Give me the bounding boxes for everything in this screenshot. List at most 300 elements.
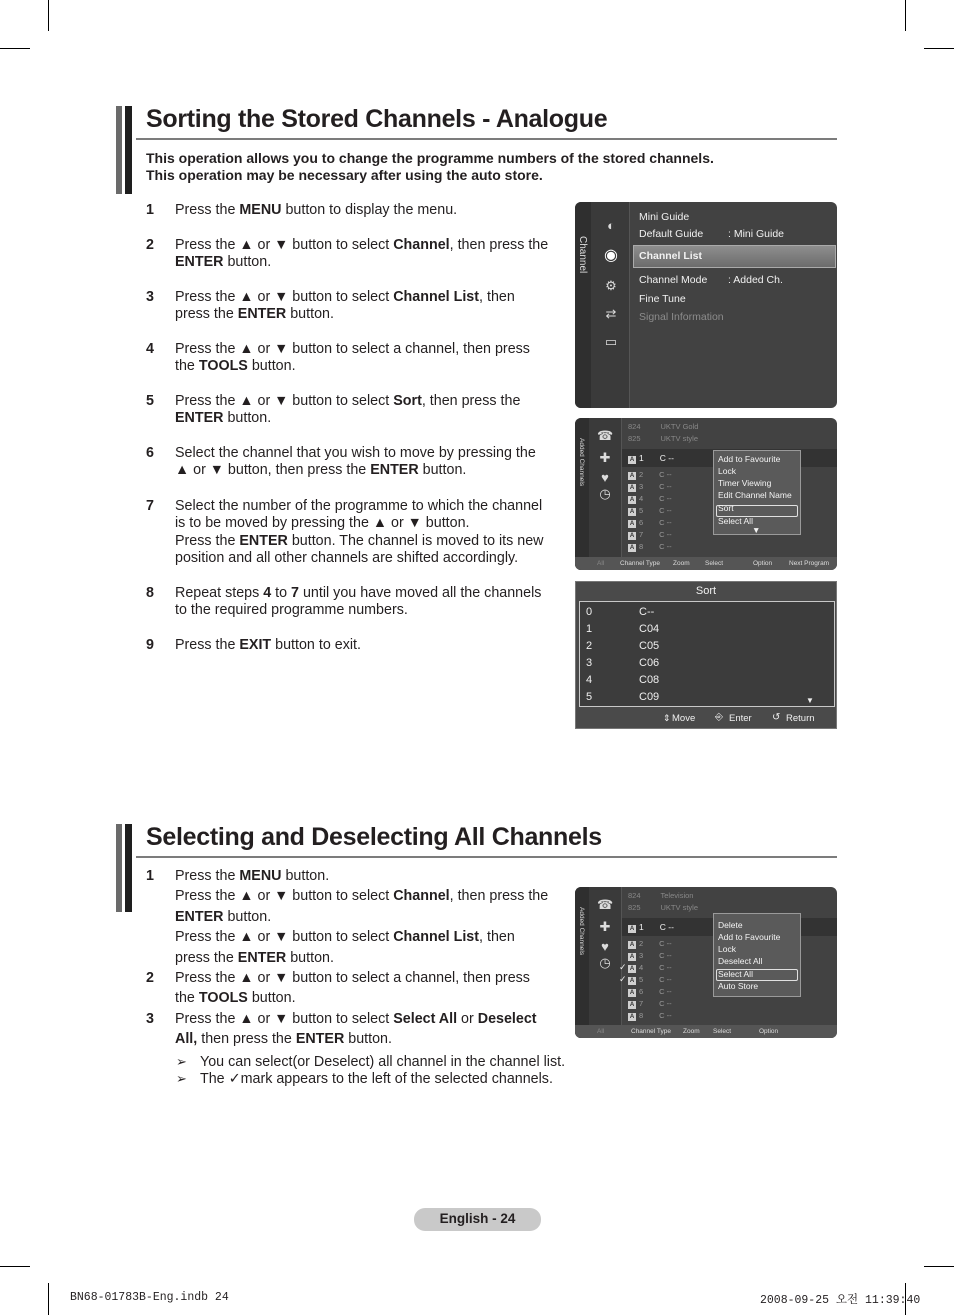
channel-number: 8 <box>639 1011 644 1020</box>
analogue-badge: A <box>629 473 635 479</box>
channel-number: 3 <box>639 482 644 491</box>
step-text: Press the ▲ or ▼ button to select <box>175 289 394 305</box>
analogue-badge: A <box>629 978 635 984</box>
step-line <box>175 1029 537 1049</box>
channel-name: C -- <box>659 518 672 527</box>
channel-name: C -- <box>659 999 672 1008</box>
step-text: button. <box>223 254 272 271</box>
channel-number: 7 <box>639 999 644 1008</box>
crop-mark <box>905 0 906 31</box>
step-text: Press the ▲ or ▼ button to select a channel, then press <box>175 970 530 986</box>
bottom-next-program: Next Program <box>789 560 830 567</box>
popup-item-edit-channel-name[interactable]: Edit Channel Name <box>718 490 792 500</box>
step-line <box>175 202 570 219</box>
tools-popup <box>713 450 801 535</box>
step-line <box>175 988 530 1008</box>
step-text: button. <box>281 868 330 884</box>
step-keyword: Sort <box>393 393 422 409</box>
step-line <box>175 515 570 532</box>
tv-sort-screen <box>575 581 837 729</box>
step-body <box>175 289 570 324</box>
sort-row[interactable] <box>586 657 660 669</box>
top-channel-name: UKTV Gold <box>660 422 699 431</box>
menu-item-signal-information: Signal Information <box>639 311 724 323</box>
step-text: Select the number of the programme to which the channel <box>175 498 543 514</box>
sort-program-number: 5 <box>586 691 593 703</box>
step-text: then press the <box>197 1031 296 1048</box>
step-keyword: Channel <box>393 888 450 905</box>
step-line <box>175 948 548 968</box>
step-line <box>175 550 570 567</box>
popup-item-deselect-all[interactable]: Deselect All <box>718 956 763 966</box>
title-rule <box>136 138 837 140</box>
step-text: Press the <box>175 637 240 653</box>
sort-channel-name: C-- <box>639 606 655 618</box>
picture-icon: ◐ <box>607 218 615 233</box>
step-text: button. <box>247 990 296 1007</box>
analogue-badge: A <box>629 990 635 996</box>
step-keyword: Deselect <box>477 1011 537 1027</box>
sort-bottom-bar <box>576 712 836 728</box>
step-keyword: TOOLS <box>198 990 248 1007</box>
crop-mark <box>48 1283 49 1315</box>
step-keyword: All, <box>175 1031 198 1048</box>
channel-name: C -- <box>659 506 672 515</box>
step-keyword: ENTER <box>175 254 224 271</box>
setup-icon: ⚙ <box>605 278 617 293</box>
analogue-badge: A <box>629 926 635 932</box>
channel-row[interactable] <box>628 542 672 552</box>
step-text: , then press the <box>449 237 549 253</box>
step-number: 3 <box>146 289 154 305</box>
channels-bottom-bar <box>575 557 837 570</box>
bottom-zoom: Zoom <box>673 560 690 567</box>
programmed-icon: ◷ <box>599 486 611 501</box>
sort-title: Sort <box>695 585 717 597</box>
menu-item-default-guide[interactable]: Default Guide <box>639 228 704 240</box>
step-keyword: TOOLS <box>198 358 248 375</box>
step-text: press the <box>175 306 238 323</box>
added-channels-icon: ✚ <box>599 450 611 465</box>
channel-number: 4 <box>639 494 644 503</box>
channel-row[interactable] <box>628 453 674 464</box>
bottom-zoom: Zoom <box>683 1028 700 1035</box>
menu-item-channel-mode[interactable]: Channel Mode <box>639 274 708 286</box>
step-line <box>175 306 570 323</box>
check-mark-icon: ✓ <box>619 962 627 972</box>
footer-file-name: BN68-01783B-Eng.indb 24 <box>70 1291 229 1304</box>
step-line <box>175 410 570 427</box>
popup-item-auto-store[interactable]: Auto Store <box>718 981 759 991</box>
step-text: , then press the <box>449 888 549 905</box>
step-keyword: ENTER <box>237 306 287 323</box>
channel-number: 2 <box>639 470 644 479</box>
channel-number: 6 <box>639 518 644 527</box>
step-text: Press the ▲ or ▼ button to select <box>175 888 394 905</box>
top-channel-number: 824 <box>628 891 641 900</box>
channel-row[interactable] <box>619 974 672 985</box>
analogue-badge: A <box>629 1002 635 1008</box>
bottom-channel-type: Channel Type <box>631 1028 671 1035</box>
channel-number: 1 <box>639 922 644 932</box>
step-keyword: 7 <box>291 585 299 601</box>
popup-item-add-to-favourite[interactable]: Add to Favourite <box>718 932 781 942</box>
channel-row[interactable] <box>628 987 672 997</box>
bottom-all: All <box>597 560 605 567</box>
channel-number: 2 <box>639 939 644 948</box>
channel-name: C -- <box>659 542 672 551</box>
note-arrow-icon: ➢ <box>176 1071 187 1086</box>
crop-mark <box>924 1266 954 1267</box>
step-text: the <box>175 990 199 1007</box>
step-text: Press the ▲ or ▼ button to select <box>175 929 394 946</box>
channel-name: C -- <box>659 482 672 491</box>
step-text: or <box>457 1011 478 1027</box>
sort-row[interactable] <box>586 623 660 635</box>
top-channel-name: Television <box>660 891 694 900</box>
channel-name: C -- <box>659 453 674 463</box>
step-line <box>175 341 570 358</box>
step-text: Select the channel that you wish to move by pressing the <box>175 445 536 461</box>
channels-side-label: Added Channels <box>578 438 585 487</box>
analogue-badge: A <box>629 457 635 463</box>
step-text: button. <box>223 410 272 427</box>
step-number: 7 <box>146 498 154 514</box>
popup-item-select-all[interactable]: Select All <box>718 969 753 979</box>
tools-popup <box>713 913 801 997</box>
channel-row[interactable] <box>628 922 674 933</box>
step-keyword: 4 <box>263 585 272 601</box>
step-number: 8 <box>146 585 154 601</box>
added-channels-icon: ✚ <box>599 919 611 934</box>
step-line <box>175 498 570 515</box>
analogue-badge: A <box>629 954 635 960</box>
menu-side-label: Channel <box>577 236 588 274</box>
top-channel-row <box>628 903 698 912</box>
channel-name: C -- <box>659 987 672 996</box>
step-text: position and all other channels are shifted accordingly. <box>175 549 519 566</box>
step-text: until you have moved all the channels <box>299 585 542 601</box>
channels-side-label: Added Channels <box>578 907 585 956</box>
favourite-icon: ♥ <box>601 470 609 485</box>
channel-name: C -- <box>659 951 672 960</box>
analogue-badge: A <box>629 497 635 503</box>
sort-program-number: 2 <box>586 640 593 652</box>
step-keyword: Channel List <box>393 929 480 946</box>
channel-row[interactable] <box>628 518 672 528</box>
check-mark-icon: ✓ <box>619 974 627 984</box>
step-text: button. <box>286 306 334 323</box>
step-text: Press the ▲ or ▼ button to select <box>175 1011 394 1027</box>
step-text: Press the ▲ or ▼ button to select <box>175 393 394 409</box>
step-number: 5 <box>146 393 154 409</box>
step-number: 4 <box>146 341 154 357</box>
top-channel-name: UKTV style <box>660 434 699 443</box>
step-keyword: ENTER <box>175 410 224 427</box>
section-bar <box>116 106 134 194</box>
channel-number: 6 <box>639 987 644 996</box>
step-line <box>175 254 570 271</box>
channel-name: C -- <box>659 922 674 932</box>
popup-item-lock[interactable]: Lock <box>718 944 736 954</box>
analogue-badge: A <box>629 521 635 527</box>
step-body <box>175 237 570 272</box>
step-keyword: ENTER <box>295 1031 345 1048</box>
step-text: button. The channel is moved to its new <box>287 532 544 549</box>
step-keyword: Channel <box>393 237 450 253</box>
step-text: button to display the menu. <box>281 202 458 218</box>
step-text: Press the ▲ or ▼ button to select <box>175 237 394 253</box>
channel-name: C -- <box>659 939 672 948</box>
popup-item-lock[interactable]: Lock <box>718 466 736 476</box>
note-arrow-icon: ➢ <box>176 1054 187 1069</box>
tv-select-all-screen <box>575 887 837 1038</box>
channel-row[interactable] <box>628 939 672 949</box>
analogue-badge: A <box>629 509 635 515</box>
bottom-select: Select <box>713 1028 732 1035</box>
intro-line: This operation allows you to change the programme numbers of the stored channels. <box>146 150 714 166</box>
channel-name: C -- <box>659 470 672 479</box>
channel-number: 7 <box>639 530 644 539</box>
sort-program-number: 0 <box>586 606 593 618</box>
all-channels-icon: ☎ <box>597 428 614 443</box>
step-line <box>175 602 570 619</box>
popup-scroll-down-icon: ▼ <box>752 525 761 535</box>
step-text: , then <box>479 289 515 305</box>
sort-list <box>579 601 835 707</box>
channel-name: C -- <box>659 963 672 972</box>
bottom-select: Select <box>705 560 724 567</box>
step-body <box>175 341 570 376</box>
step-number: 2 <box>146 970 154 986</box>
tv-channel-menu <box>575 202 837 408</box>
step-line <box>175 462 570 479</box>
top-channel-row <box>628 422 698 431</box>
top-channel-row <box>628 891 693 900</box>
title-rule <box>136 856 837 858</box>
channel-row[interactable] <box>628 999 672 1009</box>
step-line <box>175 1009 537 1029</box>
crop-mark <box>924 48 954 49</box>
sort-scroll-down-icon: ▼ <box>806 696 814 705</box>
step-text: button. <box>223 908 272 925</box>
analogue-badge: A <box>629 966 635 972</box>
step-text: button to exit. <box>271 637 361 653</box>
analogue-badge: A <box>629 485 635 491</box>
sort-program-number: 1 <box>586 623 593 635</box>
step-keyword: MENU <box>239 868 282 884</box>
sort-program-number: 4 <box>586 674 593 686</box>
step-text: to the required programme numbers. <box>175 602 408 619</box>
crop-mark <box>0 48 30 49</box>
top-channel-name: UKTV style <box>660 903 699 912</box>
sort-row[interactable] <box>586 691 660 703</box>
bottom-option: Option <box>753 560 773 567</box>
sort-bottom-enter: Enter <box>729 713 752 724</box>
step-number: 2 <box>146 237 154 253</box>
sort-program-number: 3 <box>586 657 593 669</box>
step-line <box>175 585 570 602</box>
popup-item-delete[interactable]: Delete <box>718 920 743 930</box>
step-text: the <box>175 358 199 375</box>
step-body <box>175 968 530 1009</box>
channel-name: C -- <box>659 494 672 503</box>
sort-channel-name: C08 <box>639 674 660 686</box>
menu-value-default-guide: : Mini Guide <box>728 228 785 240</box>
tv-added-channels-screen <box>575 418 837 570</box>
channel-row[interactable] <box>628 470 672 480</box>
step-body <box>175 1009 537 1050</box>
move-icon: ⇕ <box>663 713 671 723</box>
step-keyword: ENTER <box>237 949 287 966</box>
step-text: ▲ or ▼ button, then press the <box>175 462 371 479</box>
channel-row[interactable] <box>628 951 672 961</box>
sort-row[interactable] <box>586 674 660 686</box>
step-text: press the <box>175 949 238 966</box>
step-keyword: Select All <box>393 1011 458 1027</box>
popup-item-select-all[interactable]: Select All <box>718 516 753 526</box>
analogue-badge: A <box>629 1014 635 1020</box>
menu-item-channel-list[interactable]: Channel List <box>639 250 703 262</box>
channel-number: 5 <box>639 975 644 984</box>
menu-item-fine-tune[interactable]: Fine Tune <box>639 293 686 305</box>
channel-number: 1 <box>639 453 644 463</box>
top-channel-number: 825 <box>628 434 641 443</box>
sort-channel-name: C06 <box>639 657 660 669</box>
analogue-badge: A <box>629 533 635 539</box>
enter-icon: ⎆ <box>715 712 723 723</box>
sort-bottom-move: Move <box>672 713 696 724</box>
bottom-option: Option <box>759 1028 779 1035</box>
step-text: Press the ▲ or ▼ button to select a channel, then press <box>175 341 530 357</box>
step-text: Repeat steps <box>175 585 264 601</box>
step-keyword: ENTER <box>239 532 288 549</box>
note-line <box>176 1053 565 1071</box>
step-line <box>175 533 570 550</box>
step-keyword: EXIT <box>239 637 272 653</box>
channel-row[interactable] <box>628 506 672 516</box>
channel-number: 8 <box>639 542 644 551</box>
step-text: button. <box>344 1031 392 1048</box>
step-keyword: ENTER <box>175 908 224 925</box>
step-text: button. <box>286 949 334 966</box>
step-body <box>175 202 570 219</box>
sort-bottom-return: Return <box>786 713 815 724</box>
sort-row[interactable] <box>586 606 655 618</box>
popup-item-timer-viewing[interactable]: Timer Viewing <box>718 478 772 488</box>
sort-channel-name: C04 <box>639 623 660 635</box>
step-text: Press the <box>175 532 240 549</box>
channel-name: C -- <box>659 975 672 984</box>
step-line <box>175 886 548 906</box>
channel-row[interactable] <box>619 962 672 973</box>
note-line <box>176 1070 553 1088</box>
return-icon: ↺ <box>772 712 781 723</box>
sort-row[interactable] <box>586 640 660 652</box>
bottom-all: All <box>597 1028 605 1035</box>
step-number: 3 <box>146 1011 154 1027</box>
channel-row[interactable] <box>628 1011 672 1021</box>
channel-icon: ◉ <box>604 247 618 264</box>
channel-row[interactable] <box>628 530 672 540</box>
channel-name: C -- <box>659 1011 672 1020</box>
step-text: button. <box>418 462 467 479</box>
step-line <box>175 927 548 947</box>
channel-row[interactable] <box>628 482 672 492</box>
crop-mark <box>48 0 49 31</box>
note-text: You can select(or Deselect) all channel in the channel list. <box>200 1054 566 1070</box>
sort-channel-name: C05 <box>639 640 660 652</box>
step-line <box>175 968 530 988</box>
channels-bottom-bar <box>575 1025 837 1038</box>
step-line <box>175 907 548 927</box>
step-line <box>175 445 570 462</box>
channel-number: 4 <box>639 963 644 972</box>
step-body <box>175 393 570 428</box>
step-line <box>175 637 570 654</box>
step-number: 6 <box>146 445 154 461</box>
intro-line: This operation may be necessary after using the auto store. <box>146 167 543 183</box>
menu-item-mini-guide[interactable]: Mini Guide <box>639 211 690 223</box>
step-body <box>175 637 570 654</box>
step-keyword: MENU <box>239 202 282 218</box>
programmed-icon: ◷ <box>599 955 611 970</box>
channel-number: 5 <box>639 506 644 515</box>
step-line <box>175 866 548 886</box>
step-text: , then press the <box>421 393 521 409</box>
step-text: Press the <box>175 868 240 884</box>
menu-value-channel-mode: : Added Ch. <box>728 274 783 286</box>
step-line <box>175 358 570 375</box>
step-line <box>175 289 570 306</box>
step-line <box>175 393 570 410</box>
step-body <box>175 498 570 567</box>
popup-item-add-to-favourite[interactable]: Add to Favourite <box>718 454 781 464</box>
section-bar <box>116 824 134 912</box>
application-icon: ▭ <box>604 334 618 349</box>
top-channel-number: 824 <box>628 422 641 431</box>
footer-date: 2008-09-25 오전 11:39:40 <box>760 1294 921 1307</box>
step-text: button. <box>247 358 296 375</box>
top-channel-number: 825 <box>628 903 641 912</box>
analogue-badge: A <box>629 942 635 948</box>
popup-item-sort[interactable]: Sort <box>718 503 734 513</box>
favourite-icon: ♥ <box>601 939 609 954</box>
step-text: is to be moved by pressing the ▲ or ▼ button. <box>175 515 470 532</box>
input-icon: ⇄ <box>605 306 617 321</box>
menu-side-strip <box>575 202 591 408</box>
step-keyword: ENTER <box>370 462 419 479</box>
bottom-channel-type: Channel Type <box>620 560 660 567</box>
top-channel-row <box>628 434 698 443</box>
step-text: , then <box>479 929 515 946</box>
step-text: to <box>271 585 292 601</box>
step-keyword: Channel List <box>393 289 480 305</box>
sort-channel-name: C09 <box>639 691 660 703</box>
section-title: Selecting and Deselecting All Channels <box>146 823 602 851</box>
step-line <box>175 237 570 254</box>
step-body <box>175 445 570 480</box>
step-text: Press the <box>175 202 240 218</box>
channel-number: 3 <box>639 951 644 960</box>
channel-row[interactable] <box>628 494 672 504</box>
step-number: 1 <box>146 202 154 218</box>
step-body <box>175 866 548 968</box>
all-channels-icon: ☎ <box>597 897 614 912</box>
section-title: Sorting the Stored Channels - Analogue <box>146 105 608 133</box>
step-body <box>175 585 570 620</box>
analogue-badge: A <box>629 545 635 551</box>
